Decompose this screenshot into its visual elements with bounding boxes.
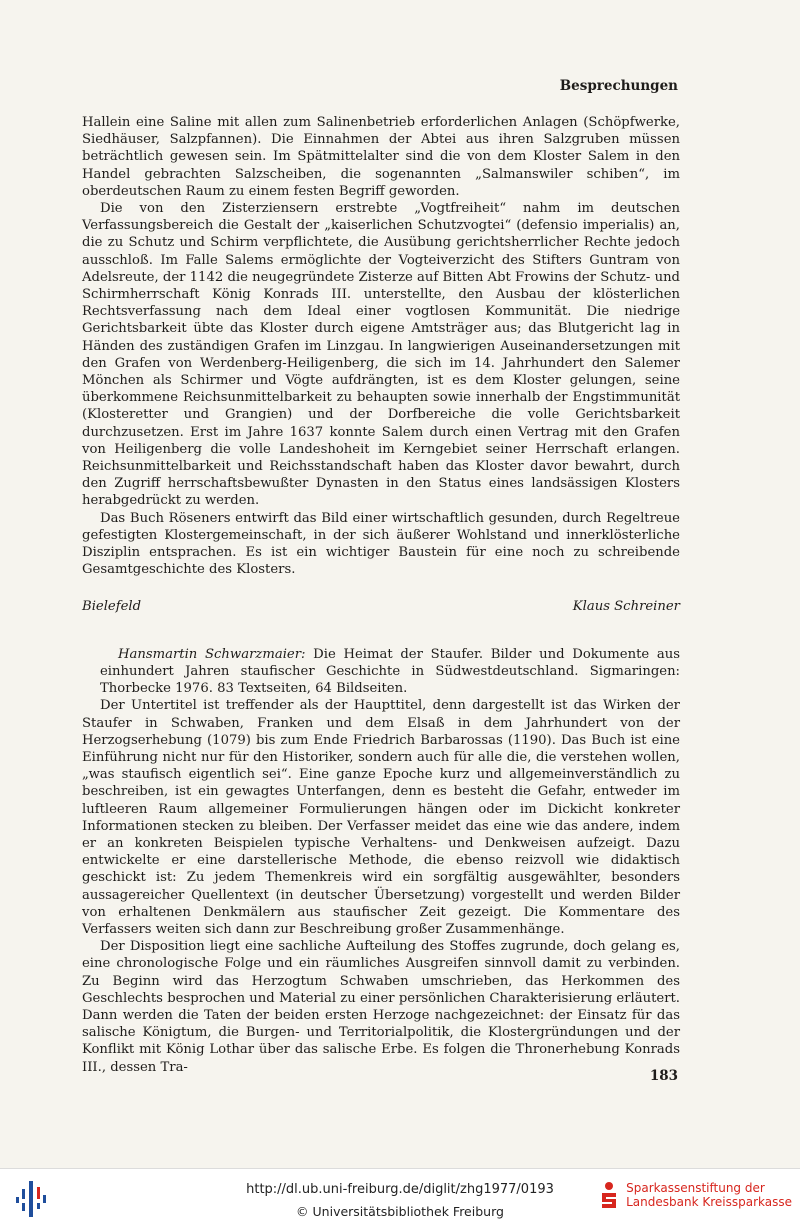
review1-paragraph-1: Hallein eine Saline mit allen zum Salinenbetrieb erforderlichen Anlagen (Schöpfwerke, Siedhäuser, Salzpfannen). Die Einnahmen der Abtei aus ihren Salzgruben müssen beträchtlich gewesen sein. Im Spätmittelalter sind die von dem Kloster Salem in den Handel gebrachten Salzscheiben, die sogenannten „Salmanswiler schiben“, im oberdeutschen Raum zu einem festen Begriff geworden. [82,115,680,199]
review2-author: Hansmartin Schwarzmaier: [118,646,306,662]
review1-paragraph-3: Das Buch Röseners entwirft das Bild einer wirtschaftlich gesunden, durch Regeltreue gefestigten Klostergemeinschaft, in der sich äußerer Wohlstand und innerklösterliche Disziplin entsprachen. Es ist ein wichtiger Baustein für eine noch zu schreibende Gesamtgeschichte des Klosters. [82,510,680,578]
sponsor-block [598,1181,792,1211]
permalink-url[interactable]: http://dl.ub.uni-freiburg.de/diglit/zhg1977/0193 [246,1182,554,1197]
running-head: Besprechungen [559,78,678,94]
review2-bibliography [82,646,680,698]
review1-signature [82,598,680,615]
review2-paragraph-1: Der Untertitel ist treffender als der Haupttitel, denn dargestellt ist das Wirken der Staufer in Schwaben, Franken und dem Elsaß in dem Jahrhundert von der Herzogserhebung (1079) bis zum Ende Friedrich Barbarossas (1190). Das Buch ist eine Einführung nicht nur für den Historiker, sondern auch für alle die, die verstehen wollen, „was staufisch eigentlich sei“. Eine ganze Epoche kurz und allgemeinverständlich zu beschreiben, ist ein gewagtes Unterfangen, denn es besteht die Gefahr, entweder im luftleeren Raum allgemeiner Formulierungen hängen oder im Dickicht konkreter Informationen stecken zu bleiben. Der Verfasser meidet das eine wie das andere, indem er an konkreten Beispielen typische Verhaltens- und Denkweisen aufzeigt. Dazu entwickelte er eine darstellerische Methode, die ebenso reizvoll wie didaktisch geschickt ist: Zu jedem Themenkreis wird ein sorgfältig ausgewählter, besonders aussagereicher Quellentext (in deutscher Übersetzung) vorgestellt und werden Bilder von erhaltenen Denkmälern aus staufischer Zeit gezeigt. Die Kommentare des Verfassers weiten sich dann zur Beschreibung großer Zusammenhänge. [82,698,680,937]
review2-paragraph-2: Der Disposition liegt eine sachliche Aufteilung des Stoffes zugrunde, doch gelang es, eine chronologische Folge und ein räumliches Ausgreifen sinnvoll damit zu verbinden. Zu Beginn wird das Herzogtum Schwaben umschrieben, das Herkommen des Geschlechts besprochen und Material zu einer persönlichen Charakterisierung erläutert. Dann werden die Taten der beiden ersten Herzoge nachgezeichnet: der Einsatz für das salische Königtum, die Burgen- und Territorialpolitik, die Klostergründungen und der Konflikt mit König Lothar über das salische Erbe. Es folgen die Thronerhebung Konrads III., dessen Tra- [82,939,680,1075]
text-block [82,114,680,1076]
copyright-notice: © Universitätsbibliothek Freiburg [296,1204,504,1219]
footer-bar [0,1168,800,1227]
sponsor-line-2: Landesbank Kreissparkasse [626,1195,792,1209]
sponsor-line-1: Sparkassenstiftung der [626,1181,765,1195]
review1-paragraph-2: Die von den Zisterziensern erstrebte „Vogtfreiheit“ nahm im deutschen Verfassungsbereich die Gestalt der „kaiserlichen Schutzvogtei“ (defensio imperialis) an, die zu Schutz und Schirm verpflichtete, die Ausübung gerichtsherrlicher Rechte jedoch ausschloß. Im Falle Salems ermöglichte der Vogteiverzicht des Stifters Guntram von Adelsreute, der 1142 die neugegründete Zisterze auf Bitten Abt Frowins der Schutz- und Schirmherrschaft König Konrads III. unterstellte, den Ausbau der klösterlichen Rechtsverfassung nach dem Ideal einer vogtlosen Kommunität. Die niedrige Gerichtsbarkeit übte das Kloster durch eigene Amtsträger aus; das Blutgericht lag in Händen des zuständigen Grafen im Linzgau. In langwierigen Auseinandersetzungen mit den Grafen von Werdenberg-Heiligenberg, die sich im 14. Jahrhundert den Salemer Mönchen als Schirmer und Vögte aufdrängten, ist es dem Kloster gelungen, seine überkommene Reichsunmittelbarkeit zu behaupten sowie innerhalb der Engstimmunität (Klosteretter und Grangien) und der Dorfbereiche die volle Gerichtsbarkeit durchzusetzen. Erst im Jahre 1637 konnte Salem durch einen Vertrag mit den Grafen von Heiligenberg die volle Landeshoheit im Kerngebiet seiner Herrschaft erlangen. Reichsunmittelbarkeit und Reichsstandschaft haben das Kloster davor bewahrt, durch den Zugriff herrschaftsbewußter Dynasten in den Status eines landsässigen Klosters herabgedrückt zu werden. [82,201,680,509]
sponsor-name [626,1181,792,1209]
review1-place: Bielefeld [82,599,142,615]
review2-bib-details: Die Heimat der Staufer. Bilder und Dokumente aus einhundert Jahren staufischer Geschichte in Südwestdeutschland. Sigmaringen: Thorbecke 1976. 83 Textseiten, 64 Bildseiten. [100,646,681,697]
sparkasse-icon [598,1181,620,1211]
review1-reviewer: Klaus Schreiner [572,599,680,615]
page-number: 183 [649,1068,678,1084]
